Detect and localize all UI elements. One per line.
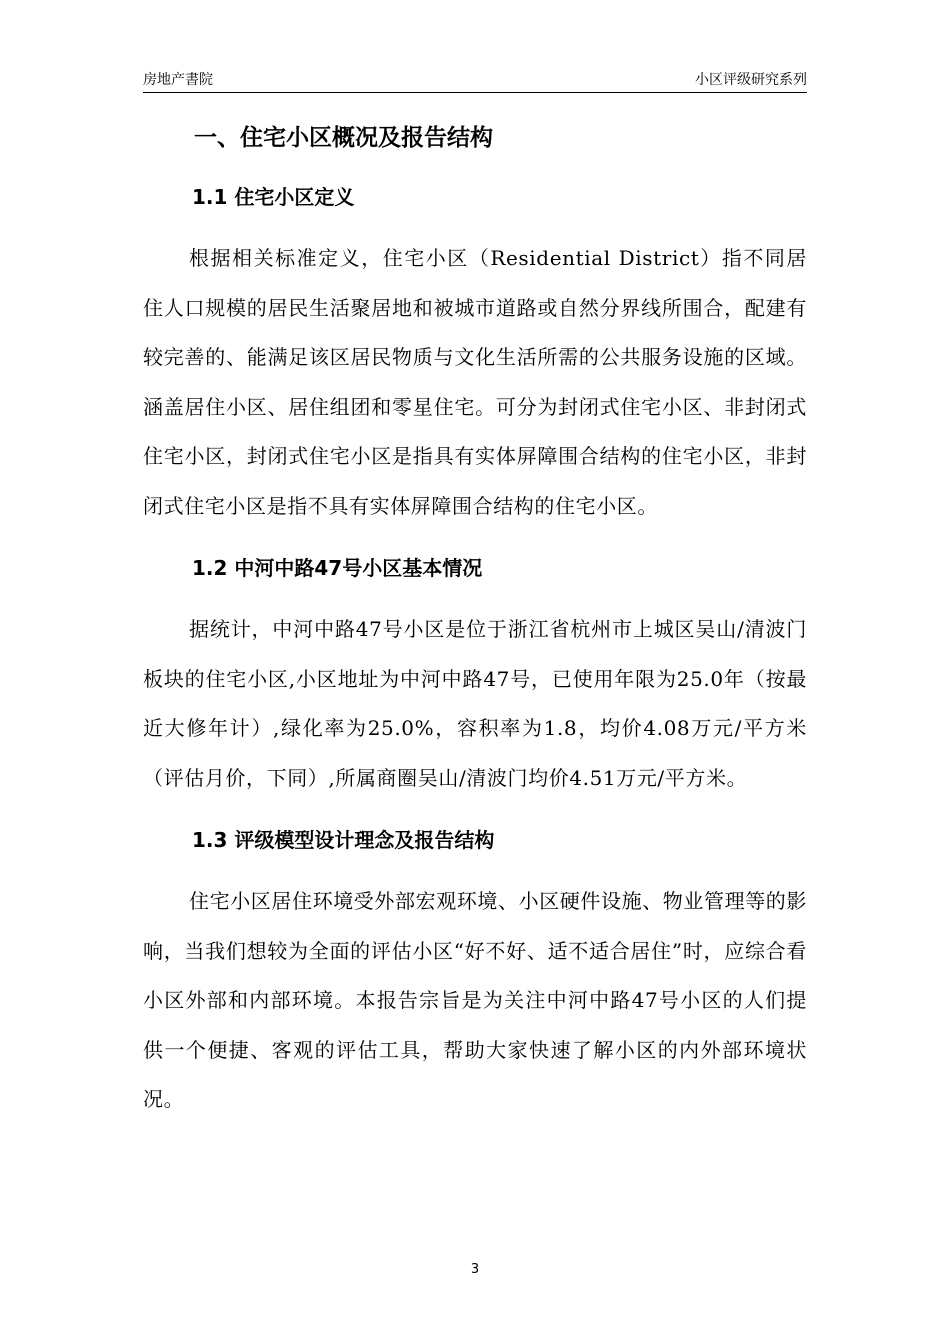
section-1-1 <box>143 180 807 531</box>
section-1-2 <box>143 551 807 803</box>
section-title: 1.1 住宅小区定义 <box>192 185 355 209</box>
chapter-heading: 一、住宅小区概况及报告结构 <box>194 125 493 151</box>
page-header <box>143 66 807 93</box>
section-paragraph: 根据相关标准定义，住宅小区（Residential District）指不同居住人口规模的居民生活聚居地和被城市道路或自然分界线所围合，配建有较完善的、能满足该区居民物质与文化生活所需的公共服务设施的区域。涵盖居住小区、居住组团和零星住宅。可分为封闭式住宅小区、非封闭式住宅小区，封闭式住宅小区是指具有实体屏障围合结构的住宅小区，非封闭式住宅小区是指不具有实体屏障围合结构的住宅小区。 <box>143 246 807 518</box>
section-paragraph: 住宅小区居住环境受外部宏观环境、小区硬件设施、物业管理等的影响，当我们想较为全面的评估小区“好不好、适不适合居住”时，应综合看小区外部和内部环境。本报告宗旨是为关注中河中路47号小区的人们提供一个便捷、客观的评估工具，帮助大家快速了解小区的内外部环境状况。 <box>143 889 807 1111</box>
page-content <box>143 118 807 1125</box>
section-title: 1.2 中河中路47号小区基本情况 <box>192 556 483 580</box>
section-1-3 <box>143 823 807 1125</box>
header-publisher: 房地产書院 <box>143 72 213 88</box>
section-title: 1.3 评级模型设计理念及报告结构 <box>192 828 495 852</box>
page-number: 3 <box>470 1262 480 1277</box>
section-paragraph: 据统计，中河中路47号小区是位于浙江省杭州市上城区吴山/清波门板块的住宅小区,小区地址为中河中路47号，已使用年限为25.0年（按最近大修年计）,绿化率为25.0%，容积率为1.8，均价4.08万元/平方米（评估月价，下同）,所属商圈吴山/清波门均价4.51万元/平方米。 <box>143 617 807 790</box>
header-series-title: 小区评级研究系列 <box>695 72 807 88</box>
